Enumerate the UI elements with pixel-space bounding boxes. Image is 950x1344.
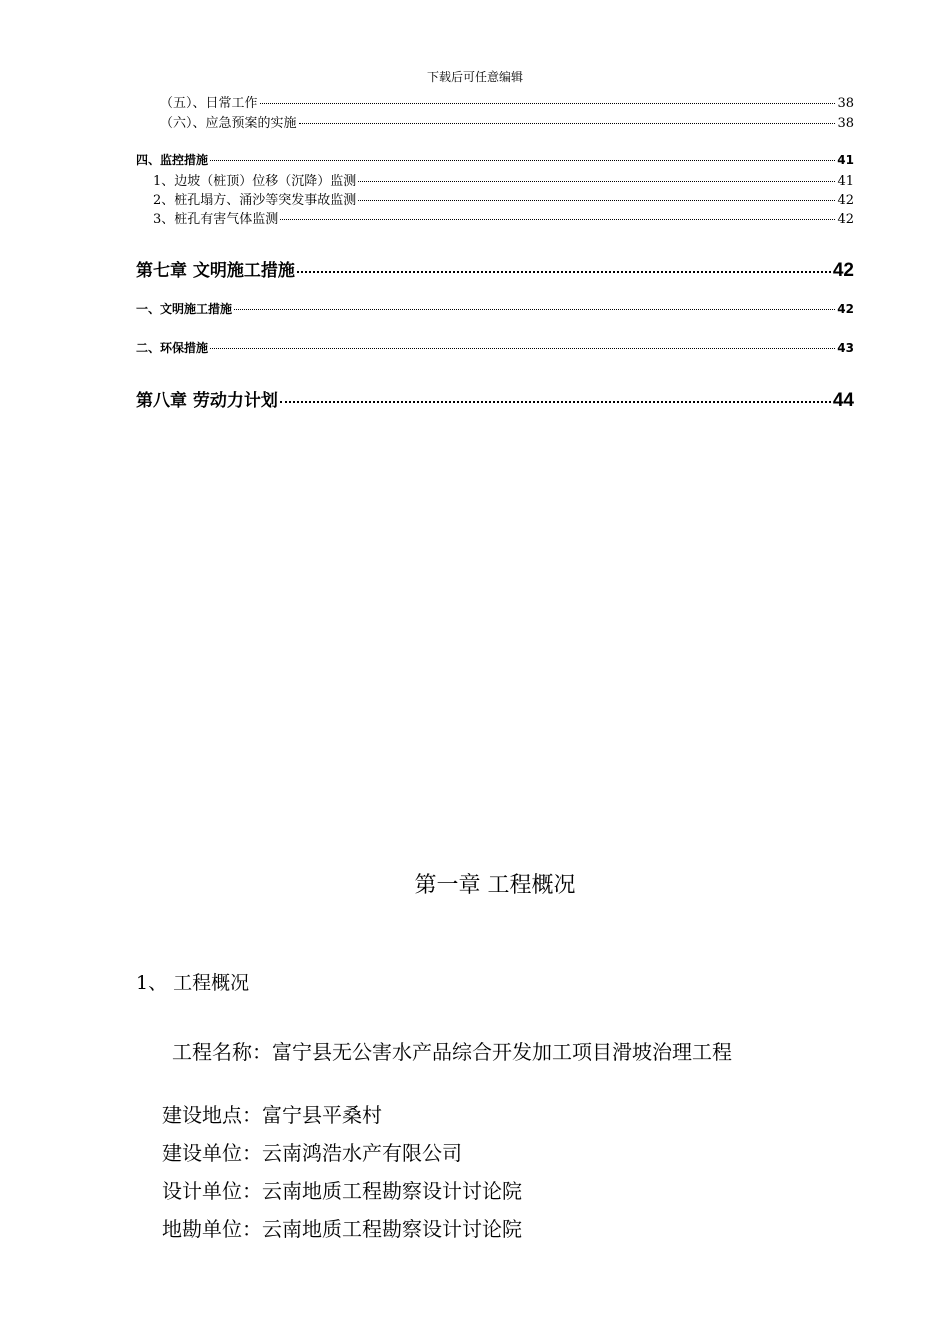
toc-entry[interactable] (136, 151, 854, 168)
construction-location: 建设地点：富宁县平桑村 (162, 1103, 382, 1127)
toc-entry-title: 3、桩孔有害气体监测 (153, 212, 279, 227)
toc-leader (234, 309, 835, 310)
survey-unit: 地勘单位：云南地质工程勘察设计讨论院 (162, 1217, 522, 1241)
toc-entry-page: 42 (832, 260, 854, 281)
toc-entry-page: 44 (832, 390, 854, 411)
toc-leader (260, 103, 836, 104)
toc-entry-title: 2、桩孔塌方、涌沙等突发事故监测 (153, 193, 357, 208)
toc-entry-page: 38 (837, 116, 854, 131)
toc-entry[interactable] (160, 92, 854, 111)
toc-entry[interactable] (136, 256, 854, 282)
toc-entry[interactable] (136, 300, 854, 317)
toc-entry-title: （六）、应急预案的实施 (160, 116, 297, 131)
toc-entry-title: 一、文明施工措施 (136, 302, 233, 316)
toc-entry-title: 四、监控措施 (136, 153, 209, 167)
toc-entry[interactable] (136, 339, 854, 356)
toc-entry-page: 42 (837, 302, 854, 316)
toc-entry-title: 第八章 劳动力计划 (136, 391, 278, 411)
toc-entry[interactable] (160, 112, 854, 131)
toc-entry-title: 1、边坡（桩顶）位移（沉降）监测 (153, 174, 357, 189)
toc-entry-page: 38 (837, 96, 854, 111)
toc-entry-page: 41 (837, 174, 854, 189)
toc-leader (210, 348, 835, 349)
toc-entry-page: 41 (837, 153, 854, 167)
chapter-title: 第一章 工程概况 (414, 873, 576, 898)
section-title: 1、 工程概况 (136, 972, 250, 994)
construction-unit: 建设单位：云南鸿浩水产有限公司 (162, 1141, 462, 1165)
design-unit: 设计单位：云南地质工程勘察设计讨论院 (162, 1179, 522, 1203)
toc-leader (299, 123, 836, 124)
toc-entry[interactable] (153, 208, 854, 227)
toc-entry-title: 第七章 文明施工措施 (136, 261, 295, 281)
toc-leader (280, 219, 835, 220)
toc-entry[interactable] (153, 189, 854, 208)
toc-entry-page: 42 (837, 212, 854, 227)
toc-entry-title: 二、环保措施 (136, 341, 209, 355)
page-header: 下载后可任意编辑 (426, 70, 523, 84)
toc-leader (358, 181, 835, 182)
toc-entry[interactable] (153, 170, 854, 189)
toc-entry-title: （五）、日常工作 (160, 96, 258, 111)
project-name: 工程名称：富宁县无公害水产品综合开发加工项目滑坡治理工程 (172, 1040, 732, 1064)
toc-entry-page: 43 (837, 341, 854, 355)
toc-leader (297, 271, 831, 273)
toc-leader (210, 160, 835, 161)
toc-leader (280, 401, 831, 403)
toc-leader (358, 200, 835, 201)
toc-entry-page: 42 (837, 193, 854, 208)
toc-entry[interactable] (136, 386, 854, 412)
